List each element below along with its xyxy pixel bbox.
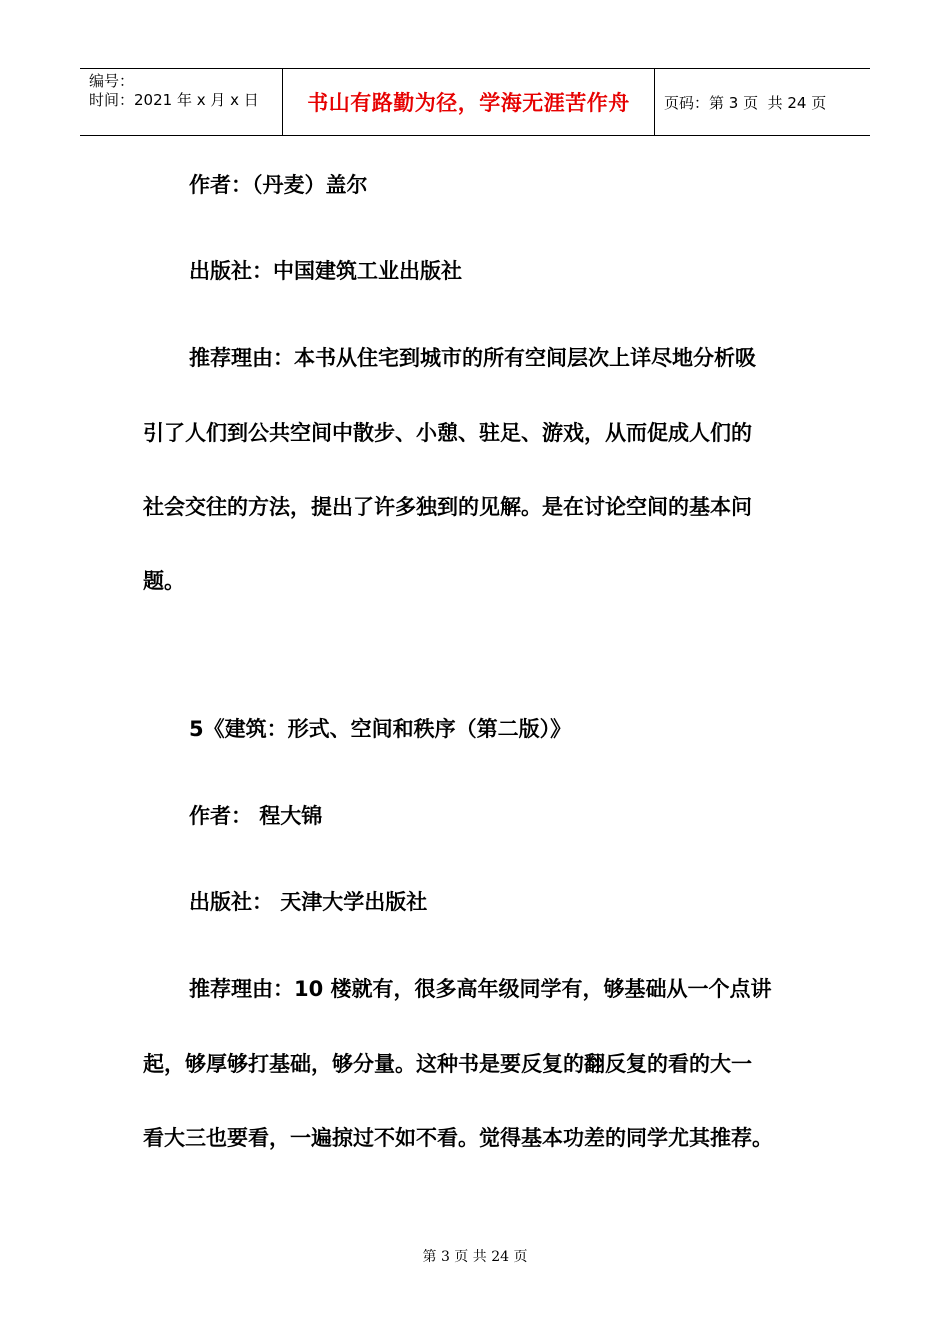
reason-line-4: 题。: [143, 569, 185, 593]
page-footer: 第 3 页 共 24 页: [422, 1249, 528, 1265]
header-page-info: [655, 69, 870, 135]
reason-2-line-2: 起，够厚够打基础，够分量。这种书是要反复的翻反复的看的大一: [143, 1052, 752, 1076]
reason-line-2: 引了人们到公共空间中散步、小憩、驻足、游戏，从而促成人们的: [143, 421, 752, 445]
header-meta: [80, 69, 282, 135]
time-label: 时间：2021 年 x 月 x 日: [89, 91, 259, 109]
number-label: 编号：: [89, 72, 135, 90]
reason-2-line-1: 推荐理由：10 楼就有，很多高年级同学有，够基础从一个点讲: [189, 977, 772, 1001]
document-header: [80, 68, 870, 136]
author-line-2: 作者： 程大锦: [189, 804, 323, 828]
reason-line-1: 推荐理由：本书从住宅到城市的所有空间层次上详尽地分析吸: [189, 346, 756, 370]
author-line-1: 作者：（丹麦）盖尔: [189, 173, 368, 197]
reason-line-3: 社会交往的方法，提出了许多独到的见解。是在讨论空间的基本问: [143, 495, 752, 519]
publisher-line-1: 出版社：中国建筑工业出版社: [189, 259, 462, 283]
publisher-line-2: 出版社： 天津大学出版社: [189, 890, 428, 914]
page-info-text: 页码：第 3 页 共 24 页: [664, 93, 827, 112]
header-motto: 书山有路勤为径，学海无涯苦作舟: [282, 69, 655, 135]
book-title-5: 5《建筑：形式、空间和秩序（第二版）》: [189, 717, 572, 741]
reason-2-line-3: 看大三也要看，一遍掠过不如不看。觉得基本功差的同学尤其推荐。: [143, 1126, 773, 1150]
